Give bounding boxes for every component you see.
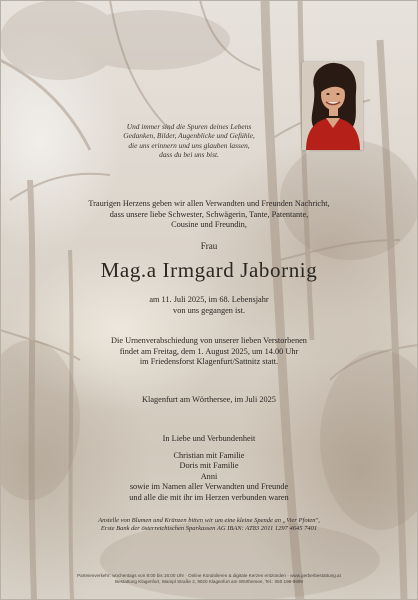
- mourner: Christian mit Familie: [173, 451, 245, 460]
- deceased-name: Mag.a Irmgard Jabornig: [100, 258, 318, 282]
- ceremony-line: Die Urnenverabschiedung von unserer lieben Verstorbenen: [111, 336, 307, 345]
- donation-note: [0, 517, 418, 533]
- ceremony-line: im Friedensforst Klagenfurt/Sattnitz statt.: [139, 357, 279, 367]
- closing-phrase: In Liebe und Verbundenheit: [162, 434, 256, 443]
- poem-line: Und immer sind die Spuren deines Lebens: [126, 122, 252, 131]
- poem-line: die uns erinnern und uns glauben lassen,: [128, 140, 250, 150]
- donation-line: Anstelle von Blumen und Kränzen bitten wir um eine kleine Spende an „Vier Pfoten",: [98, 517, 320, 524]
- footer-line: Bestattung Klagenfurt, Wampl Straße 2, 9020 Klagenfurt am Wörthersee, Tel.: 050 198-9999: [115, 578, 303, 584]
- ceremony-line: findet am Freitag, dem 1. August 2025, um 14.00 Uhr: [119, 346, 299, 356]
- poem-line: dass du bei uns bist.: [159, 150, 219, 160]
- mourner: Doris mit Familie: [179, 461, 239, 471]
- date-line: am 11. Juli 2025, im 68. Lebensjahr: [149, 295, 269, 304]
- other-mourners: [0, 482, 418, 503]
- intro-line: Traurigen Herzens geben wir allen Verwandten und Freunden Nachricht,: [88, 199, 330, 208]
- footer-line: Parteienverkehr: wochentags von 8:00 bis 16:00 Uhr · Online Kondolieren & digitale Kerzen entzünden · www.gerberbestattung.at: [77, 573, 341, 578]
- footer-info: [0, 573, 418, 585]
- poem-line: Gedanken, Bilder, Augenblicke und Gefühle,: [123, 131, 255, 141]
- salutation: Frau: [200, 241, 218, 251]
- mourners-list: [0, 451, 418, 482]
- intro-line: Cousine und Freundin,: [171, 220, 247, 230]
- date-line: von uns gegangen ist.: [173, 305, 245, 315]
- mourner: Anni: [200, 471, 218, 481]
- place-date: Klagenfurt am Wörthersee, im Juli 2025: [142, 395, 276, 404]
- date-of-death: [0, 295, 418, 316]
- donation-line: Erste Bank der österreichischen Sparkassen AG IBAN: AT83 2011 1297 4645 7401: [100, 525, 318, 533]
- announcement-intro: [0, 199, 418, 231]
- intro-line: dass unsere liebe Schwester, Schwägerin, Tante, Patentante,: [109, 209, 309, 219]
- other-mourners-line: und alle die mit ihr im Herzen verbunden waren: [129, 492, 289, 502]
- ceremony-info: [0, 336, 418, 368]
- poem: [40, 122, 338, 160]
- other-mourners-line: sowie im Namen aller Verwandten und Freunde: [129, 482, 289, 491]
